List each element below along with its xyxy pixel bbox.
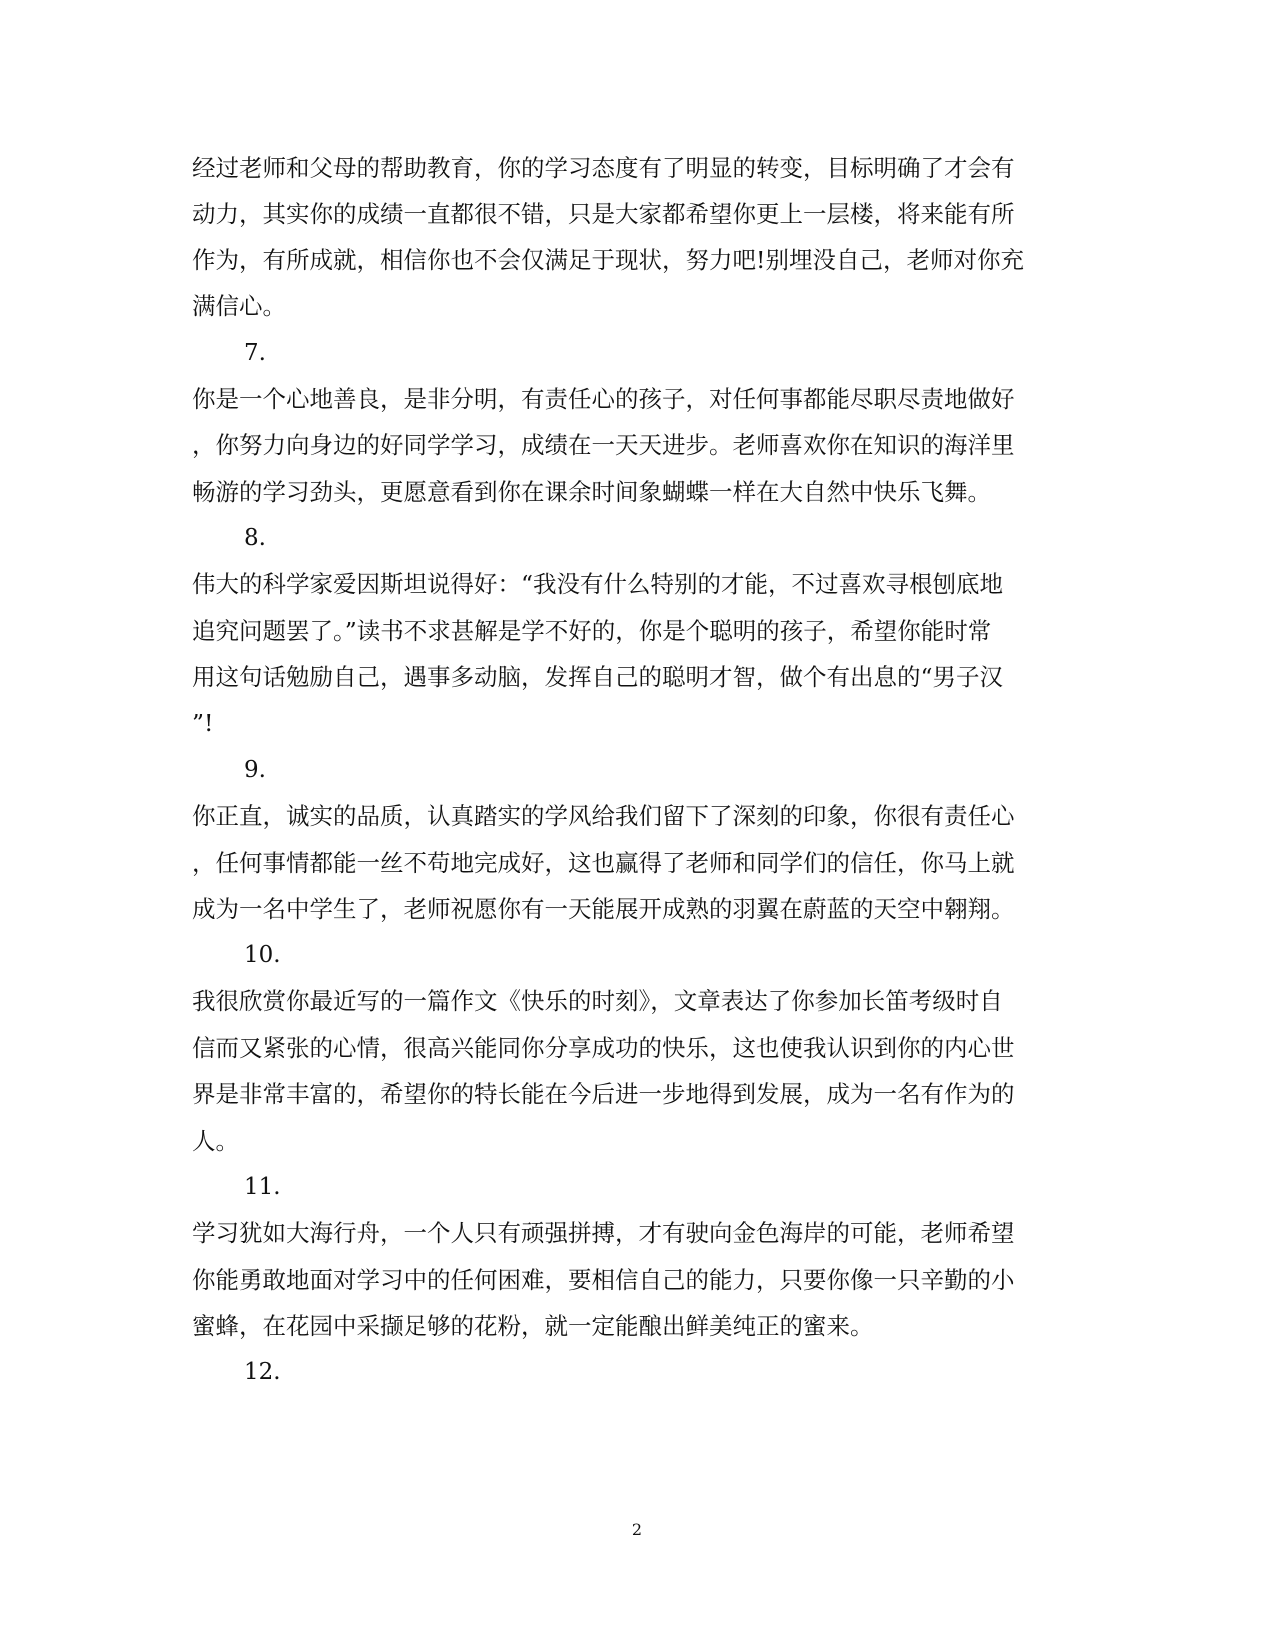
- item-number: 7.: [244, 340, 266, 366]
- paragraph-line: 你能勇敢地面对学习中的任何困难，要相信自己的能力，只要你像一只辛勤的小: [192, 1266, 1015, 1294]
- paragraph-line: 作为，有所成就，相信你也不会仅满足于现状，努力吧!别埋没自己，老师对你充: [192, 246, 1024, 274]
- paragraph-line: 用这句话勉励自己，遇事多动脑，发挥自己的聪明才智，做个有出息的“男子汉: [192, 663, 1004, 691]
- paragraph-line: 我很欣赏你最近写的一篇作文《快乐的时刻》，文章表达了你参加长笛考级时自: [192, 987, 1003, 1015]
- paragraph-line: ，任何事情都能一丝不苟地完成好，这也赢得了老师和同学们的信任，你马上就: [192, 849, 1015, 877]
- paragraph-line: 蜜蜂，在花园中采撷足够的花粉，就一定能酿出鲜美纯正的蜜来。: [192, 1312, 874, 1340]
- paragraph-line: 满信心。: [192, 292, 286, 320]
- item-number: 11.: [244, 1174, 281, 1200]
- paragraph-line: 你正直，诚实的品质，认真踏实的学风给我们留下了深刻的印象，你很有责任心: [192, 802, 1015, 830]
- paragraph-line: ，你努力向身边的好同学学习，成绩在一天天进步。老师喜欢你在知识的海洋里: [192, 431, 1015, 459]
- paragraph-line: 畅游的学习劲头，更愿意看到你在课余时间象蝴蝶一样在大自然中快乐飞舞。: [192, 478, 991, 506]
- paragraph-line: ”!: [192, 709, 214, 737]
- paragraph-line: 追究问题罢了。”读书不求甚解是学不好的，你是个聪明的孩子，希望你能时常: [192, 617, 992, 645]
- paragraph-line: 你是一个心地善良，是非分明，有责任心的孩子，对任何事都能尽职尽责地做好: [192, 385, 1015, 413]
- item-number: 12.: [244, 1359, 281, 1385]
- item-number: 8.: [244, 525, 266, 551]
- paragraph-line: 伟大的科学家爱因斯坦说得好：“我没有什么特别的才能，不过喜欢寻根刨底地: [192, 570, 1004, 598]
- item-number: 10.: [244, 942, 281, 968]
- paragraph-line: 经过老师和父母的帮助教育，你的学习态度有了明显的转变，目标明确了才会有: [192, 154, 1015, 182]
- page-number: 2: [631, 1520, 643, 1539]
- paragraph-line: 成为一名中学生了，老师祝愿你有一天能展开成熟的羽翼在蔚蓝的天空中翱翔。: [192, 895, 1015, 923]
- paragraph-line: 信而又紧张的心情，很高兴能同你分享成功的快乐，这也使我认识到你的内心世: [192, 1034, 1015, 1062]
- paragraph-line: 学习犹如大海行舟，一个人只有顽强拼搏，才有驶向金色海岸的可能，老师希望: [192, 1219, 1015, 1247]
- item-number: 9.: [244, 757, 266, 783]
- paragraph-line: 动力，其实你的成绩一直都很不错，只是大家都希望你更上一层楼，将来能有所: [192, 200, 1015, 228]
- paragraph-line: 界是非常丰富的，希望你的特长能在今后进一步地得到发展，成为一名有作为的: [192, 1080, 1015, 1108]
- paragraph-line: 人。: [192, 1127, 239, 1155]
